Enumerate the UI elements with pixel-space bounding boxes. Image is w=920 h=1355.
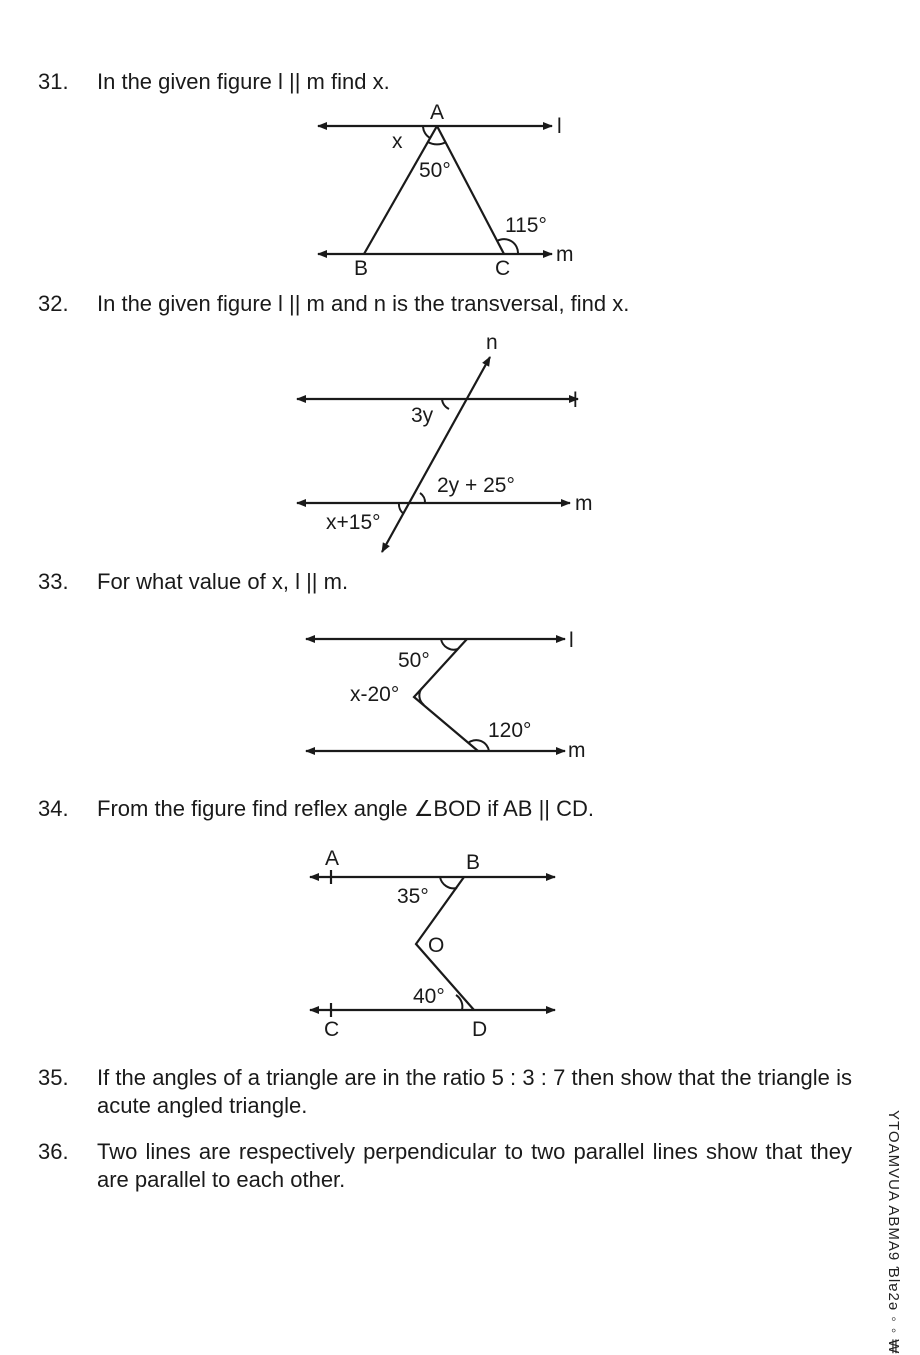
angle-2y-arc	[420, 493, 425, 503]
label-d: D	[472, 1018, 488, 1041]
label-angle-120: 120°	[488, 719, 532, 742]
question-text: In the given figure l || m find x.	[97, 69, 390, 94]
figure-31	[318, 101, 574, 280]
label-c: C	[495, 257, 511, 280]
label-a: A	[325, 847, 340, 870]
question-number: 36.	[38, 1139, 69, 1164]
label-b: B	[466, 851, 481, 874]
transversal-n	[382, 357, 490, 552]
label-angle-35: 35°	[397, 885, 429, 908]
question-number: 31.	[38, 69, 69, 94]
label-angle-40: 40°	[413, 985, 445, 1008]
question-text: If the angles of a triangle are in the ratio 5 : 3 : 7 then show that the triangle is acute angled triangle.	[97, 1065, 852, 1118]
side-text: YTOAMVUA ABMA9 Ɓlɐ2ə ◦ ◦ ₩	[885, 1110, 902, 1355]
angle-x-arc	[399, 503, 404, 514]
question-text: Two lines are respectively perpendicular to two parallel lines show that they are parallel to each other.	[97, 1139, 852, 1192]
label-c: C	[324, 1018, 340, 1041]
question-text: For what value of x, l || m.	[97, 569, 349, 594]
label-angle-115: 115°	[505, 214, 547, 237]
figure-33	[306, 629, 586, 762]
label-angle-3y: 3y	[411, 404, 434, 427]
figure-34	[310, 847, 555, 1041]
label-a: A	[430, 101, 445, 124]
figure-32	[297, 331, 593, 552]
label-o: O	[428, 934, 445, 957]
label-angle-2y: 2y + 25°	[437, 474, 515, 497]
label-m: m	[556, 243, 574, 266]
question-text: From the figure find reflex angle ∠BOD if AB || CD.	[97, 796, 595, 821]
label-m: m	[575, 492, 593, 515]
angle-x-arc	[423, 126, 430, 138]
label-angle-x: x-20°	[350, 683, 400, 706]
angle-50-arc	[428, 142, 446, 144]
label-l: l	[557, 115, 562, 138]
angle-50-arc	[441, 639, 458, 650]
question-number: 33.	[38, 569, 69, 594]
side-ac	[437, 126, 504, 254]
angle-35-arc	[440, 877, 457, 888]
label-angle-50: 50°	[398, 649, 430, 672]
label-l: l	[573, 389, 578, 412]
question-text: In the given figure l || m and n is the transversal, find x.	[97, 291, 630, 316]
label-angle-50: 50°	[419, 159, 451, 182]
angle-3y-arc	[442, 399, 449, 409]
question-number: 34.	[38, 796, 69, 821]
label-m: m	[568, 739, 586, 762]
label-b: B	[354, 257, 369, 280]
question-number: 32.	[38, 291, 69, 316]
label-x: x	[392, 130, 403, 153]
label-angle-x: x+15°	[326, 511, 381, 534]
label-l: l	[569, 629, 574, 652]
question-number: 35.	[38, 1065, 69, 1090]
side-margin-text	[880, 1110, 906, 1355]
label-n: n	[486, 331, 498, 354]
